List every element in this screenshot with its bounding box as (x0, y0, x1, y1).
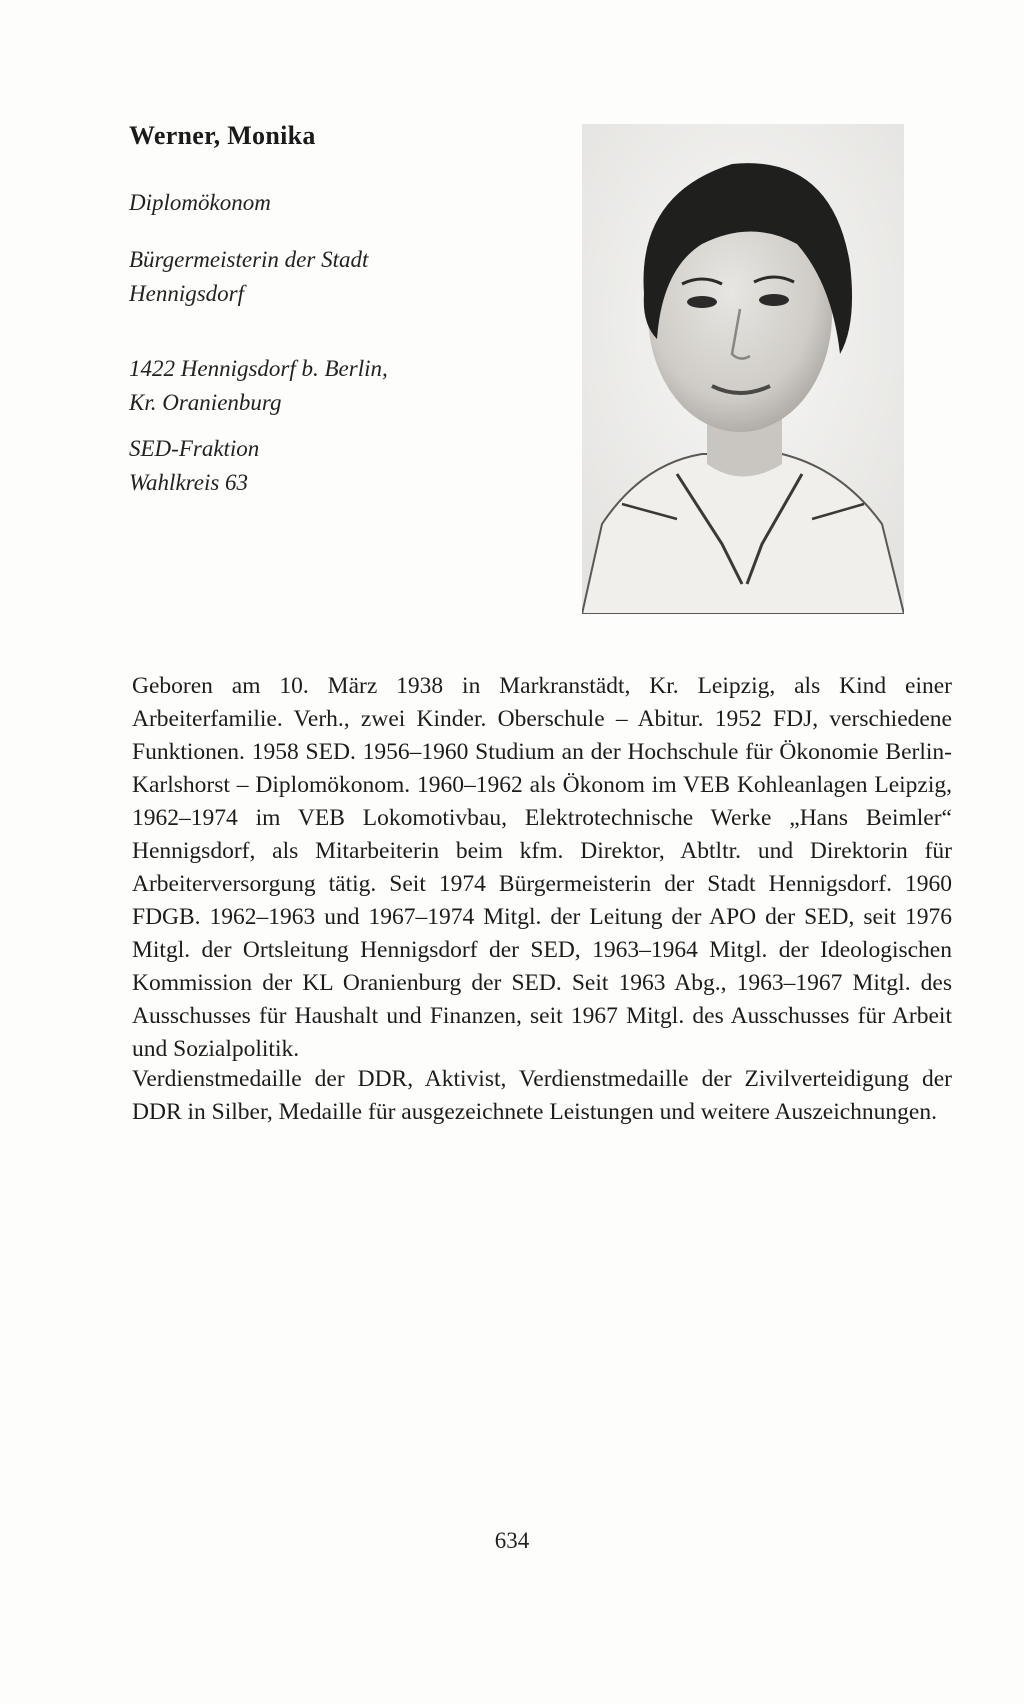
right-eye (759, 294, 789, 306)
address (129, 352, 388, 420)
position (129, 243, 368, 311)
left-eye (687, 296, 717, 308)
entry-name: Werner, Monika (129, 121, 316, 150)
awards-paragraph: Verdienstmedaille der DDR, Aktivist, Verdienstmedaille der Zivilverteidigung der DDR in Silber, Medaille für ausgezeichnete Leistungen und weitere Auszeichnungen. (132, 1066, 952, 1125)
profession (129, 186, 271, 220)
constituency: Wahlkreis 63 (129, 470, 249, 495)
profession-text: Diplomökonom (129, 190, 271, 215)
address-line-2: Kr. Oranienburg (129, 390, 282, 415)
faction-block (129, 432, 259, 500)
portrait-photo-icon (582, 124, 904, 614)
page-number: 634 (494, 1528, 530, 1553)
address-line-1: 1422 Hennigsdorf b. Berlin, (129, 356, 388, 381)
position-line-1: Bürgermeisterin der Stadt (129, 247, 369, 272)
faction: SED-Fraktion (129, 436, 260, 461)
position-line-2: Hennigsdorf (129, 281, 244, 306)
biography-paragraph: Geboren am 10. März 1938 in Markranstädt, Kr. Leipzig, als Kind einer Arbeiterfamilie. Verh., zwei Kinder. Oberschule – Abitur. 1952 FDJ, verschiedene Funktionen. 1958 SED. 1956–1960 Studium an der Hochschule für Ökonomie Berlin-Karlshorst – Diplomökonom. 1960–1962 als Ökonom im VEB Kohleanlagen Leipzig, 1962–1974 im VEB Lokomotivbau, Elektrotechnische Werke „Hans Beimler“ Hennigsdorf, als Mitarbeiterin beim kfm. Direktor, Abtltr. und Direktorin für Arbeiterversorgung tätig. Seit 1974 Bürgermeisterin der Stadt Hennigsdorf. 1960 FDGB. 1962–1963 und 1967–1974 Mitgl. der Leitung der APO der SED, seit 1976 Mitgl. der Ortsleitung Hennigsdorf der SED, 1963–1964 Mitgl. der Ideologischen Kommission der KL Oranienburg der SED. Seit 1963 Abg., 1963–1967 Mitgl. des Ausschusses für Haushalt und Finanzen, seit 1967 Mitgl. des Ausschusses für Arbeit und Sozialpolitik. (132, 673, 952, 1062)
